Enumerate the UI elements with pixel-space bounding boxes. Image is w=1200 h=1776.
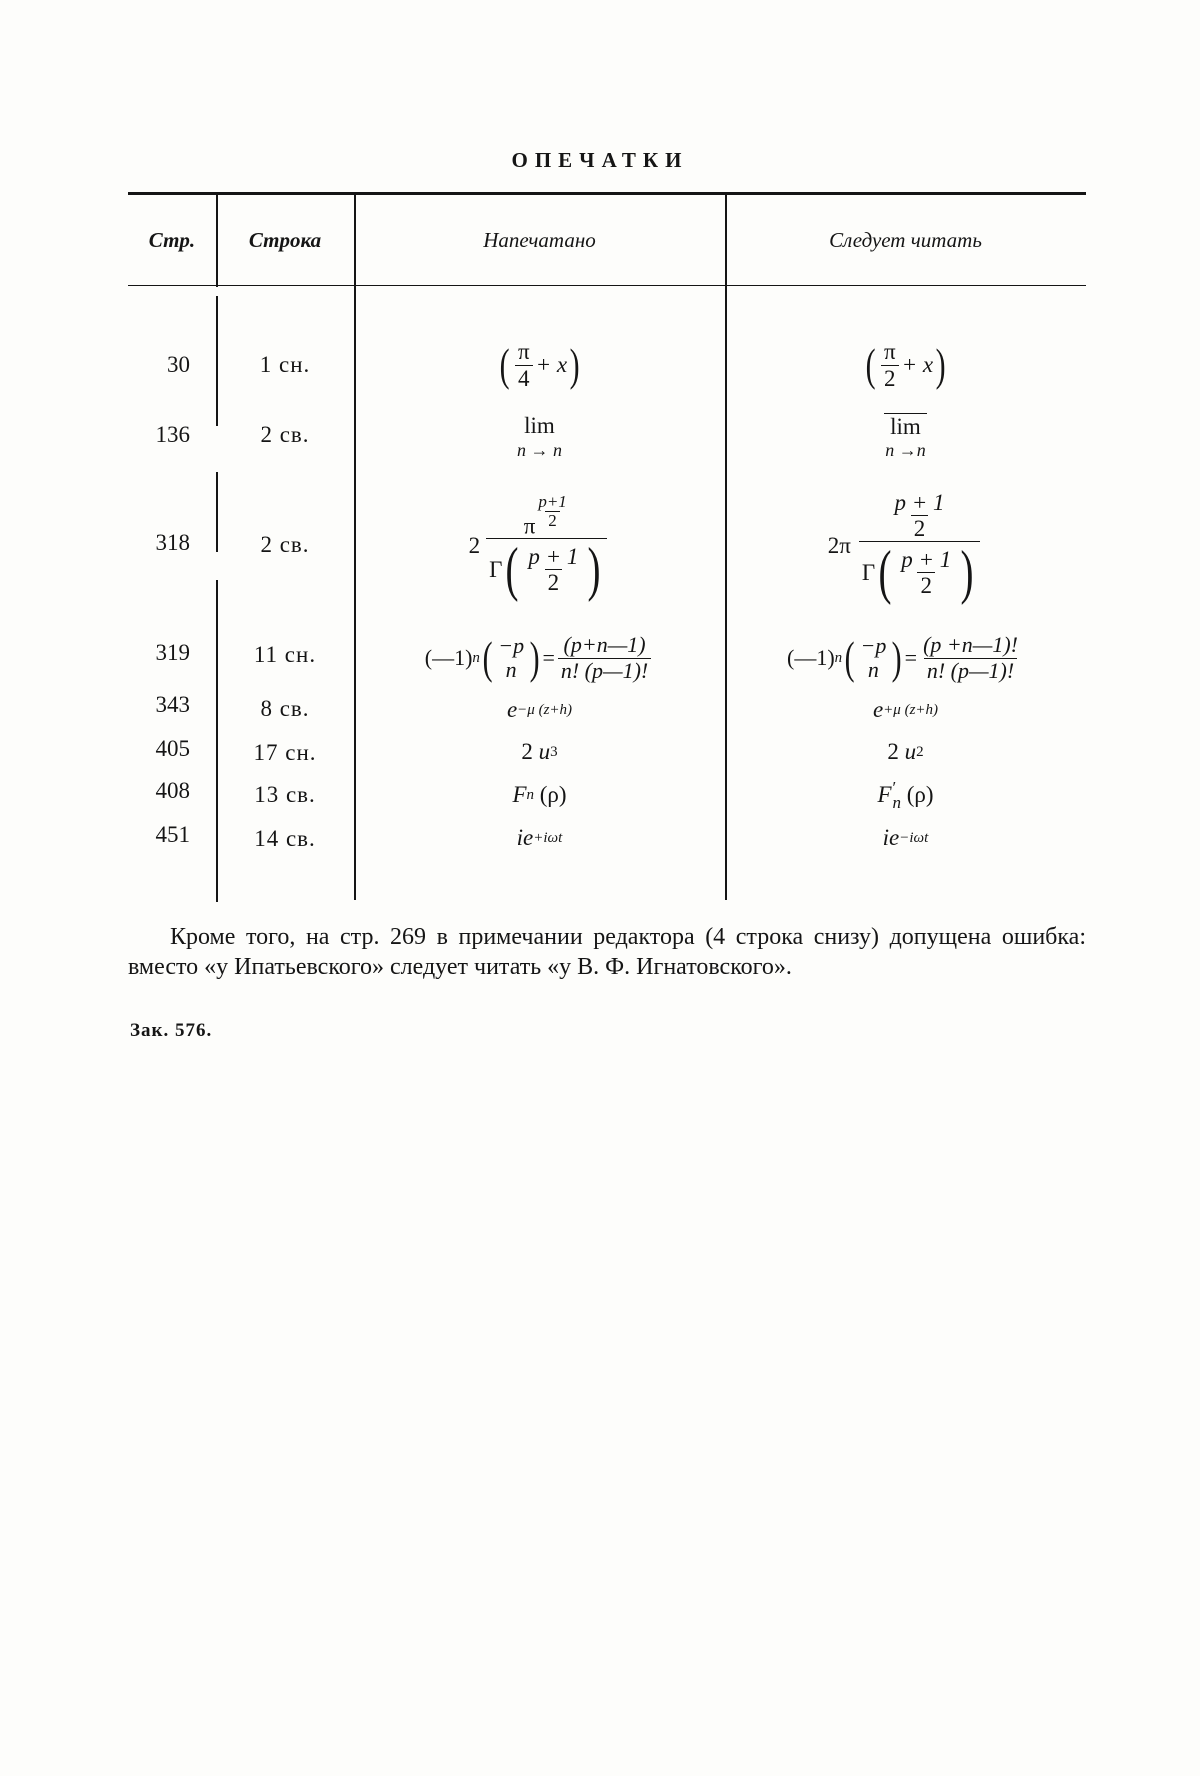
row-page-number: 343 — [155, 692, 190, 717]
order-number: Зак. 576. — [130, 1020, 213, 1041]
row-line-ref: 8 св. — [260, 696, 310, 721]
row-line-ref: 14 св. — [254, 826, 316, 851]
row-line-ref: 13 св. — [254, 782, 316, 807]
row-line-ref: 2 св. — [260, 532, 310, 557]
correct-formula: 2 u 2 — [887, 739, 924, 764]
page-title: ОПЕЧАТКИ — [511, 148, 689, 172]
row-page-number: 318 — [155, 530, 190, 555]
row-line-ref: 2 св. — [260, 422, 310, 447]
printed-formula: (—1) n ( −p n ) = $\frac{(p+n—1)}{n! (p—1)!}$ — [354, 622, 725, 694]
correct-formula: ie −iωt — [882, 825, 929, 850]
printed-formula: ie +iωt — [516, 825, 563, 850]
correct-formula: e +μ (z+h) — [872, 697, 939, 722]
correct-formula: ( $\frac{\pi}{2}$ + x ) — [865, 339, 946, 391]
row-page-number: 405 — [155, 736, 190, 761]
note-text: Кроме того, на стр. 269 в примечании редактора (4 строка снизу) допущена ошибка: вместо «у Ипатьевского» следует читать «у В. Ф. Игнатовского». — [128, 924, 1086, 980]
printed-formula: 2 π $^{\frac{p+1}{2}}$ Γ ( $\frac{p + 1}{2}$ ) — [354, 476, 725, 616]
row-line-ref: 11 сн. — [253, 642, 317, 667]
header-page: Стр. — [148, 228, 196, 252]
row-page-number: 408 — [155, 778, 190, 803]
row-page-number: 451 — [155, 822, 190, 847]
table-header-rule — [128, 285, 1086, 286]
row-page-number: 319 — [155, 640, 190, 665]
correct-formula: (—1) n ( −p n ) = $\frac{(p +n—1)!}{n! (p—1)!}$ — [787, 632, 1018, 683]
printed-formula: ( $\frac{\pi}{4}$ + x ) — [499, 339, 580, 391]
correct-formula: F ′ n (ρ) — [877, 777, 934, 812]
correct-formula: 2π $\frac{p + 1}{2}$ Γ ( $\frac{p + 1}{2}$ ) — [725, 476, 1086, 616]
row-line-ref: 1 сн. — [259, 352, 311, 377]
correct-formula: lim n →n — [885, 413, 926, 461]
header-printed: Напечатано — [483, 228, 596, 252]
row-page-number: 136 — [155, 422, 190, 447]
header-line: Строка — [248, 228, 322, 252]
row-page-number: 30 — [167, 352, 190, 377]
printed-formula: lim n → n — [517, 413, 562, 460]
row-line-ref: 17 сн. — [253, 740, 317, 765]
additional-note — [128, 922, 1086, 982]
table-top-rule — [128, 192, 1086, 195]
printed-formula: e −μ (z+h) — [506, 697, 573, 722]
header-correct: Следует читать — [829, 228, 982, 252]
printed-formula: F n (ρ) — [512, 782, 567, 807]
printed-formula: 2 u 3 — [521, 739, 558, 764]
